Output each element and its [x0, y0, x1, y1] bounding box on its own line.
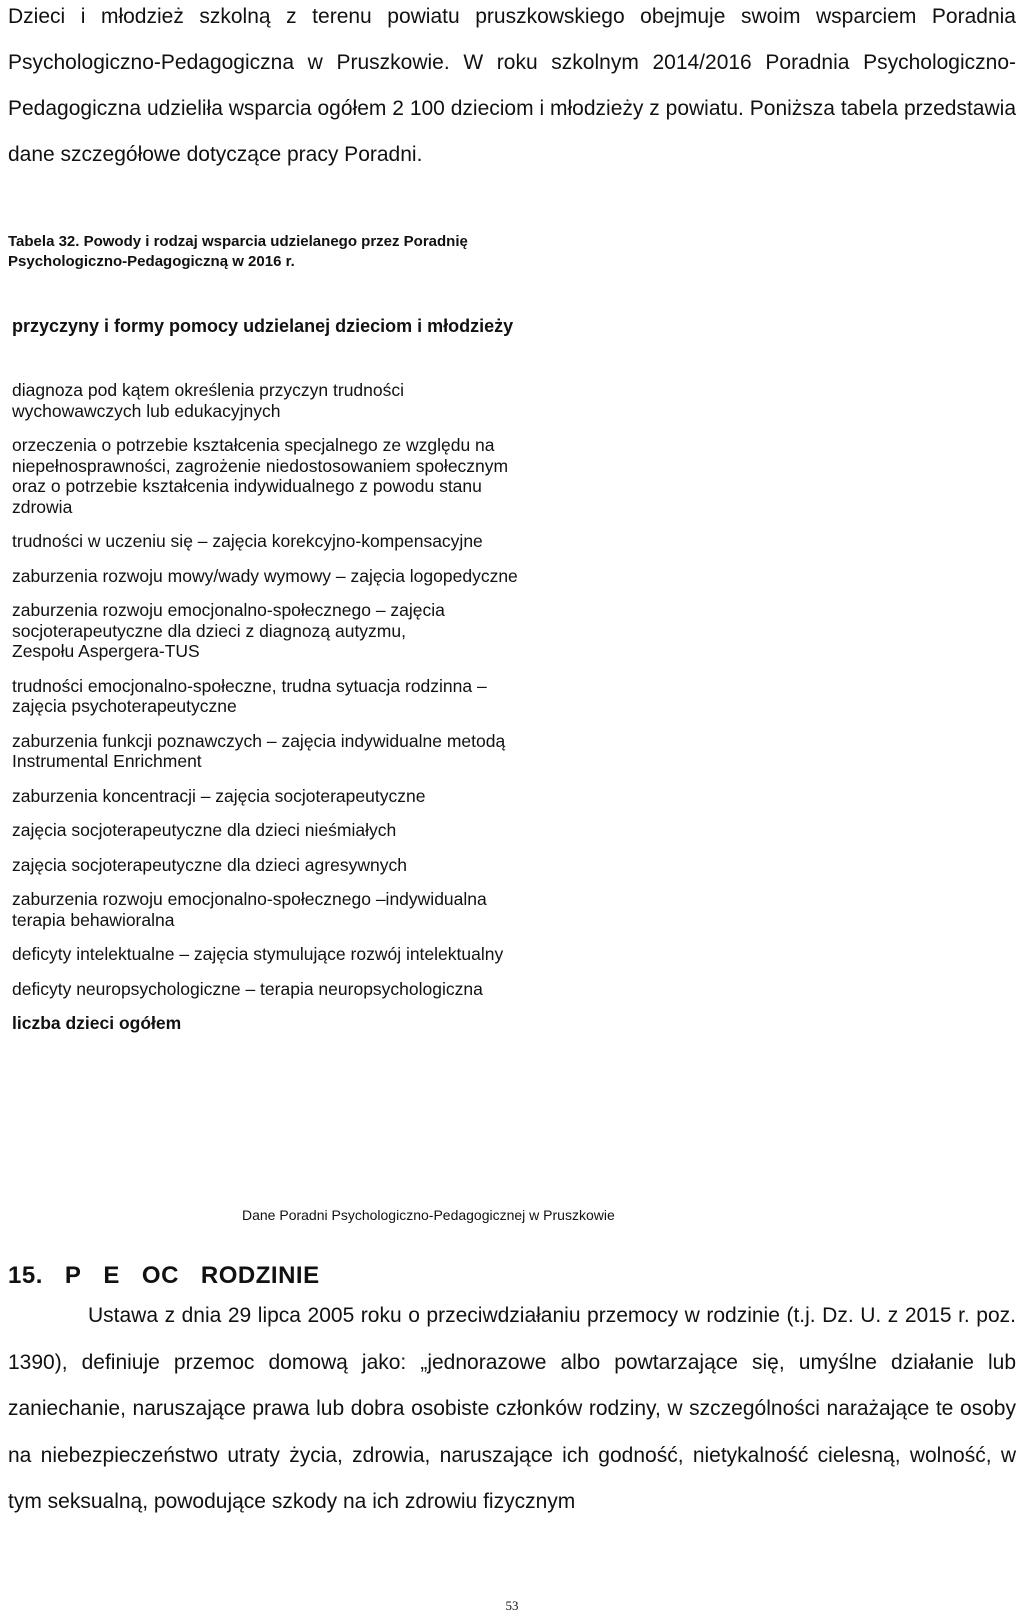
table-row: deficyty neuropsychologiczne – terapia neuropsychologiczna — [12, 978, 483, 999]
table-total-row: liczba dzieci ogółem — [12, 1013, 182, 1033]
section-heading-part: E — [103, 1262, 120, 1289]
table-row: zaburzenia rozwoju emocjonalno-społecznego –indywidualna terapia behawioralna — [12, 889, 487, 930]
law-paragraph-text: Ustawa z dnia 29 lipca 2005 roku o przeciwdziałaniu przemocy w rodzinie (t.j. Dz. U. z 2015 r. poz. 1390), definiuje przemoc domową jako: „jednorazowe albo powtarzające się, umyślne działanie lub zaniechanie, naruszające prawa lub dobra osobiste członków rodziny, w szczególności narażające te osoby na niebezpieczeństwo utraty życia, zdrowia, naruszające ich godność, nietykalność cielesną, wolność, w tym seksualną, powodujące szkody na ich zdrowiu fizycznym — [8, 1304, 1016, 1513]
section-heading-part: OC — [141, 1262, 179, 1289]
table-caption — [8, 232, 708, 272]
intro-paragraph: Dzieci i młodzież szkolną z terenu powiatu pruszkowskiego obejmuje swoim wsparciem Poradnia Psychologiczno-Pedagogiczna w Pruszkowie. W roku szkolnym 2014/2016 Poradnia Psychologiczno-Pedagogiczna udzieliła wsparcia ogółem 2 100 dzieciom i młodzieży z powiatu. Poniższa tabela przedstawia dane szczegółowe dotyczące pracy Poradni. — [8, 5, 1016, 166]
section-heading-part: RODZINIE — [200, 1262, 320, 1289]
table-row: zaburzenia funkcji poznawczych – zajęcia indywidualne metodą Instrumental Enrichment — [12, 730, 506, 771]
page-number: 53 — [505, 1598, 519, 1613]
table-row: zajęcia socjoterapeutyczne dla dzieci agresywnych — [12, 854, 407, 875]
table-source: Dane Poradni Psychologiczno-Pedagogicznej w Pruszkowie — [242, 1207, 615, 1223]
section-number: 15. — [8, 1262, 43, 1289]
section-heading-part: P — [64, 1262, 82, 1289]
table-row: diagnoza pod kątem określenia przyczyn trudności wychowawczych lub edukacyjnych — [12, 380, 405, 421]
law-paragraph — [8, 1293, 1016, 1526]
table-row: zajęcia socjoterapeutyczne dla dzieci nieśmiałych — [12, 820, 397, 840]
table-caption-line-2: Psychologiczno-Pedagogiczną w 2016 r. — [8, 253, 295, 270]
table-row: trudności emocjonalno-społeczne, trudna sytuacja rodzinna – zajęcia psychoterapeutyczne — [12, 675, 487, 716]
table-row: zaburzenia koncentracji – zajęcia socjoterapeutyczne — [12, 785, 426, 806]
table-caption-line-1: Tabela 32. Powody i rodzaj wsparcia udzielanego przez Poradnię — [8, 233, 468, 250]
table-rows — [12, 380, 792, 1048]
table-row: orzeczenia o potrzebie kształcenia specjalnego ze względu na niepełnosprawności, zagrożenie niedostosowaniem społecznym oraz o potrzebie kształcenia indywidualnego z powodu stanu zdrowia — [12, 435, 509, 517]
table-row: zaburzenia rozwoju mowy/wady wymowy – zajęcia logopedyczne — [12, 565, 518, 586]
table-row: deficyty intelektualne – zajęcia stymulujące rozwój intelektualny — [12, 944, 504, 964]
table-row: trudności w uczeniu się – zajęcia korekcyjno-kompensacyjne — [12, 531, 483, 551]
table-row: zaburzenia rozwoju emocjonalno-społecznego – zajęcia socjoterapeutyczne dla dzieci z diagnozą autyzmu, Zespołu Aspergera-TUS — [12, 600, 445, 661]
section-heading — [8, 1262, 342, 1290]
table-header: przyczyny i formy pomocy udzielanej dzieciom i młodzieży — [12, 316, 514, 336]
